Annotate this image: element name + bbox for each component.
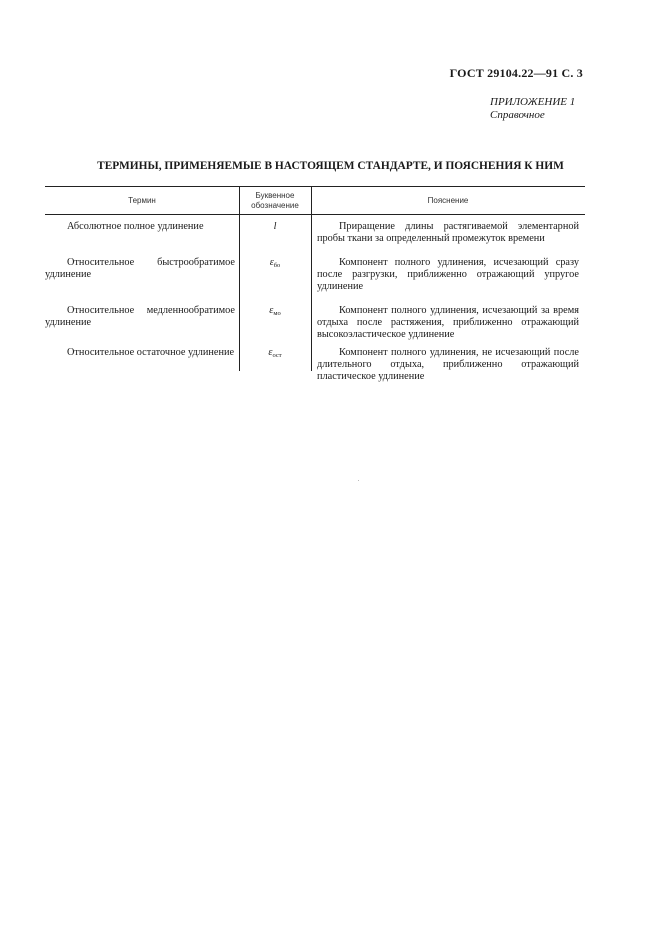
symbol-subscript: мо: [273, 310, 281, 317]
terms-table: [45, 186, 585, 382]
term-text: Относительное остаточное удлинение: [67, 347, 235, 358]
column-header-term: Термин: [128, 195, 156, 205]
symbol-cell: [239, 257, 311, 272]
term-text: Абсолютное полное удлинение: [67, 221, 204, 232]
symbol-cell: [239, 305, 311, 320]
column-divider: [239, 187, 240, 214]
column-header-symbol: [239, 187, 311, 214]
symbol-base: ε: [268, 347, 273, 358]
appendix-label: ПРИЛОЖЕНИЕ 1: [490, 96, 576, 108]
appendix-type: Справочное: [490, 109, 545, 121]
symbol-base: ε: [269, 305, 274, 316]
table-body: [45, 215, 585, 382]
column-header-symbol-line2: обозначение: [251, 200, 299, 210]
term-cell: [45, 221, 235, 233]
scan-speck: [358, 480, 359, 481]
symbol-subscript: бо: [273, 262, 281, 269]
term-cell: [45, 257, 235, 281]
symbol-base: ε: [269, 257, 274, 268]
column-header-symbol-line1: Буквенное: [255, 190, 295, 200]
appendix-block: [490, 96, 575, 122]
document-number: ГОСТ 29104.22—91 С. 3: [449, 66, 583, 80]
column-divider: [311, 187, 312, 214]
term-text: Относительное быстрообратимое удлинение: [45, 257, 235, 280]
table-header: [45, 186, 585, 215]
explanation-cell: [317, 257, 579, 293]
term-cell: [45, 347, 235, 359]
column-header-explanation: Пояснение: [427, 195, 469, 205]
explanation-text: Компонент полного удлинения, не исчезающий после длительного отдыха, приближенно отражающий пластическое удлинение: [317, 347, 579, 382]
explanation-cell: [317, 221, 579, 245]
explanation-text: Компонент полного удлинения, исчезающий за время отдыха после растяжения, приближенно отражающий высокоэластическое удлинение: [317, 305, 579, 340]
symbol-base: l: [273, 221, 277, 232]
explanation-text: Компонент полного удлинения, исчезающий сразу после разгрузки, приближенно отражающий упругое удлинение: [317, 257, 579, 292]
explanation-cell: [317, 347, 579, 383]
symbol-cell: [239, 347, 311, 362]
symbol-cell: [239, 221, 311, 236]
page-title: ТЕРМИНЫ, ПРИМЕНЯЕМЫЕ В НАСТОЯЩЕМ СТАНДАРТЕ, И ПОЯСНЕНИЯ К НИМ: [97, 160, 564, 172]
explanation-text: Приращение длины растягиваемой элементарной пробы ткани за определенный промежуток времени: [317, 221, 579, 244]
term-cell: [45, 305, 235, 329]
explanation-cell: [317, 305, 579, 341]
column-divider: [311, 215, 312, 371]
term-text: Относительное медленнообратимое удлинение: [45, 305, 235, 328]
symbol-subscript: ост: [272, 352, 282, 359]
